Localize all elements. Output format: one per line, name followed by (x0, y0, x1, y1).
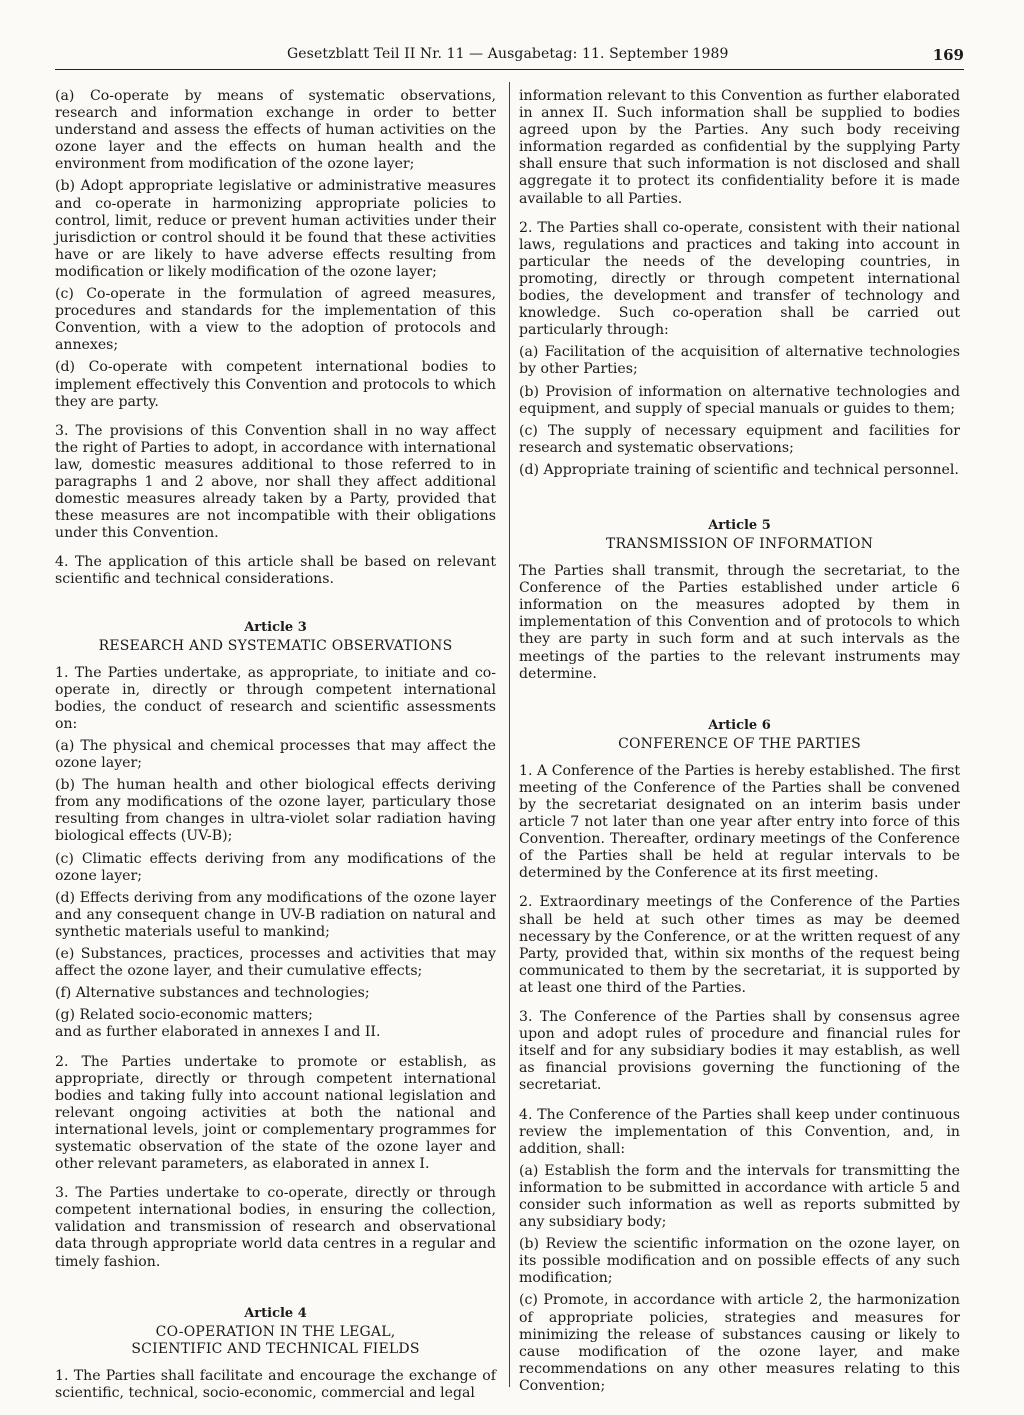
paragraph: 1. The Parties undertake, as appropriate, to initiate and co-operate in, directly or through competent international bodies, the conduct of research and scientific assessments on: (55, 664, 496, 732)
page-header (55, 46, 964, 68)
article-3-title: RESEARCH AND SYSTEMATIC OBSERVATIONS (98, 637, 453, 654)
paragraph: (g) Related socio-economic matters; (55, 1007, 313, 1024)
paragraph: 2. The Parties shall co-operate, consistent with their national laws, regulations and practices and taking into account in particular the needs of the developing countries, in promoting, directly or through competent international bodies, the development and transfer of technology and knowledge. Such co-operation shall be carried out particularly through: (519, 219, 960, 339)
article-6-heading: Article 6 (708, 717, 771, 733)
paragraph: (a) Establish the form and the intervals for transmitting the information to be submitted in accordance with article 5 and consider such information as well as reports submitted by any subsidiary body; (519, 1162, 960, 1231)
paragraph: (a) Co-operate by means of systematic observations, research and information exchange in order to better understand and assess the effects of human activities on the ozone layer and the effects on human health and the environment from modification of the ozone layer; (55, 88, 496, 173)
paragraph: information relevant to this Convention as further elaborated in annex II. Such information shall be supplied to bodies agreed upon by the Parties. Any such body receiving information regarded as confidential by the supplying Party shall ensure that such information is not disclosed and shall aggregate it to protect its confidentiality before it is made available to all Parties. (519, 88, 960, 207)
article-5-title: TRANSMISSION OF INFORMATION (605, 536, 874, 553)
paragraph: (b) The human health and other biological effects deriving from any modifications of the ozone layer, particulary those resulting from changes in ultra-violet solar radiation having biological effects (UV-B); (55, 777, 496, 845)
paragraph: (b) Provision of information on alternative technologies and equipment, and supply of special manuals or guides to them; (519, 383, 960, 417)
paragraph: 3. The provisions of this Convention shall in no way affect the right of Parties to adopt, in accordance with international law, domestic measures additional to those referred to in paragraphs 1 and 2 above, nor shall they affect additional domestic measures already taken by a Party, provided that these measures are not incompatible with their obligations under this Convention. (55, 422, 496, 542)
paragraph: (a) Facilitation of the acquisition of alternative technologies by other Parties; (519, 344, 960, 378)
paragraph: (c) Co-operate in the formulation of agreed measures, procedures and standards for the implementation of this Convention, with a view to the adoption of protocols and annexes; (55, 286, 496, 354)
paragraph: 3. The Parties undertake to co-operate, directly or through competent international bodies, in ensuring the collection, validation and transmission of research and observational data through appropriate world data centres in a regular and timely fashion. (55, 1185, 496, 1270)
paragraph: 4. The application of this article shall be based on relevant scientific and technical considerations. (55, 554, 496, 588)
paragraph: (b) Review the scientific information on the ozone layer, on its possible modification and on possible effects of any such modification; (519, 1236, 960, 1287)
article-6-title: CONFERENCE OF THE PARTIES (618, 735, 861, 752)
paragraph: (c) Promote, in accordance with article 2, the harmonization of appropriate policies, strategies and measures for minimizing the release of substances causing or likely to cause modification of the ozone layer, and make recommendations on any other measures relating to this Convention; (519, 1292, 960, 1394)
paragraph: and as further elaborated in annexes I and II. (55, 1024, 381, 1041)
article-4-heading: Article 4 (244, 1305, 307, 1321)
paragraph: (d) Appropriate training of scientific and technical personnel. (519, 461, 959, 478)
paragraph: (e) Substances, practices, processes and activities that may affect the ozone layer, and their cumulative effects; (55, 946, 496, 980)
article-5-heading: Article 5 (708, 517, 771, 533)
paragraph: (f) Alternative substances and technologies; (55, 985, 370, 1002)
header-title: Gesetzblatt Teil II Nr. 11 — Ausgabetag: 11. September 1989 (287, 46, 729, 62)
paragraph: (d) Effects deriving from any modifications of the ozone layer and any consequent change in UV-B radiation on natural and synthetic materials useful to mankind; (55, 889, 496, 940)
article-4-title-line-1: CO-OPERATION IN THE LEGAL, (155, 1323, 396, 1340)
paragraph: (d) Co-operate with competent international bodies to implement effectively this Convention and protocols to which they are party. (55, 359, 496, 410)
header-rule (55, 69, 964, 70)
paragraph: (b) Adopt appropriate legislative or administrative measures and co-operate in harmonizing appropriate policies to control, limit, reduce or prevent human activities under their jurisdiction or control should it be found that these activities have or are likely to have adverse effects resulting from modification or likely modification of the ozone layer; (55, 178, 496, 280)
paragraph: 2. Extraordinary meetings of the Conference of the Parties shall be held at such other times as may be deemed necessary by the Conference, or at the written request of any Party, provided that, within six months of the request being communicated to them by the secretariat, it is supported by at least one third of the Parties. (519, 894, 960, 996)
left-column (55, 88, 496, 1407)
article-3-heading: Article 3 (244, 619, 307, 635)
right-column (519, 88, 960, 1400)
paragraph: (c) Climatic effects deriving from any modifications of the ozone layer; (55, 850, 496, 884)
paragraph: 2. The Parties undertake to promote or establish, as appropriate, directly or through competent international bodies and taking fully into account national legislation and relevant ongoing activities at both the national and international levels, joint or complementary programmes for systematic observation of the state of the ozone layer and other relevant parameters, as elaborated in annex I. (55, 1053, 496, 1173)
paragraph: 1. The Parties shall facilitate and encourage the exchange of scientific, technical, socio-economic, commercial and legal (55, 1367, 496, 1401)
paragraph: 4. The Conference of the Parties shall keep under continuous review the implementation of this Convention, and, in addition, shall: (519, 1106, 960, 1157)
page-number: 169 (932, 46, 964, 64)
paragraph: The Parties shall transmit, through the secretariat, to the Conference of the Parties established under article 6 information on the measures adopted by them in implementation of this Convention and of protocols to which they are party in such form and at such intervals as the meetings of the parties to the relevant instruments may determine. (519, 563, 960, 682)
paragraph: 1. A Conference of the Parties is hereby established. The first meeting of the Conference of the Parties shall be convened by the secretariat designated on an interim basis under article 7 not later than one year after entry into force of this Convention. Thereafter, ordinary meetings of the Conference of the Parties shall be held at regular intervals to be determined by the Conference at its first meeting. (519, 762, 960, 882)
paragraph: (c) The supply of necessary equipment and facilities for research and systematic observations; (519, 422, 960, 456)
paragraph: 3. The Conference of the Parties shall by consensus agree upon and adopt rules of procedure and financial rules for itself and for any subsidiary bodies it may establish, as well as financial provisions governing the functioning of the secretariat. (519, 1009, 960, 1094)
article-4-title-line-2: SCIENTIFIC AND TECHNICAL FIELDS (131, 1340, 420, 1357)
column-divider (509, 82, 510, 1387)
paragraph: (a) The physical and chemical processes that may affect the ozone layer; (55, 738, 496, 772)
